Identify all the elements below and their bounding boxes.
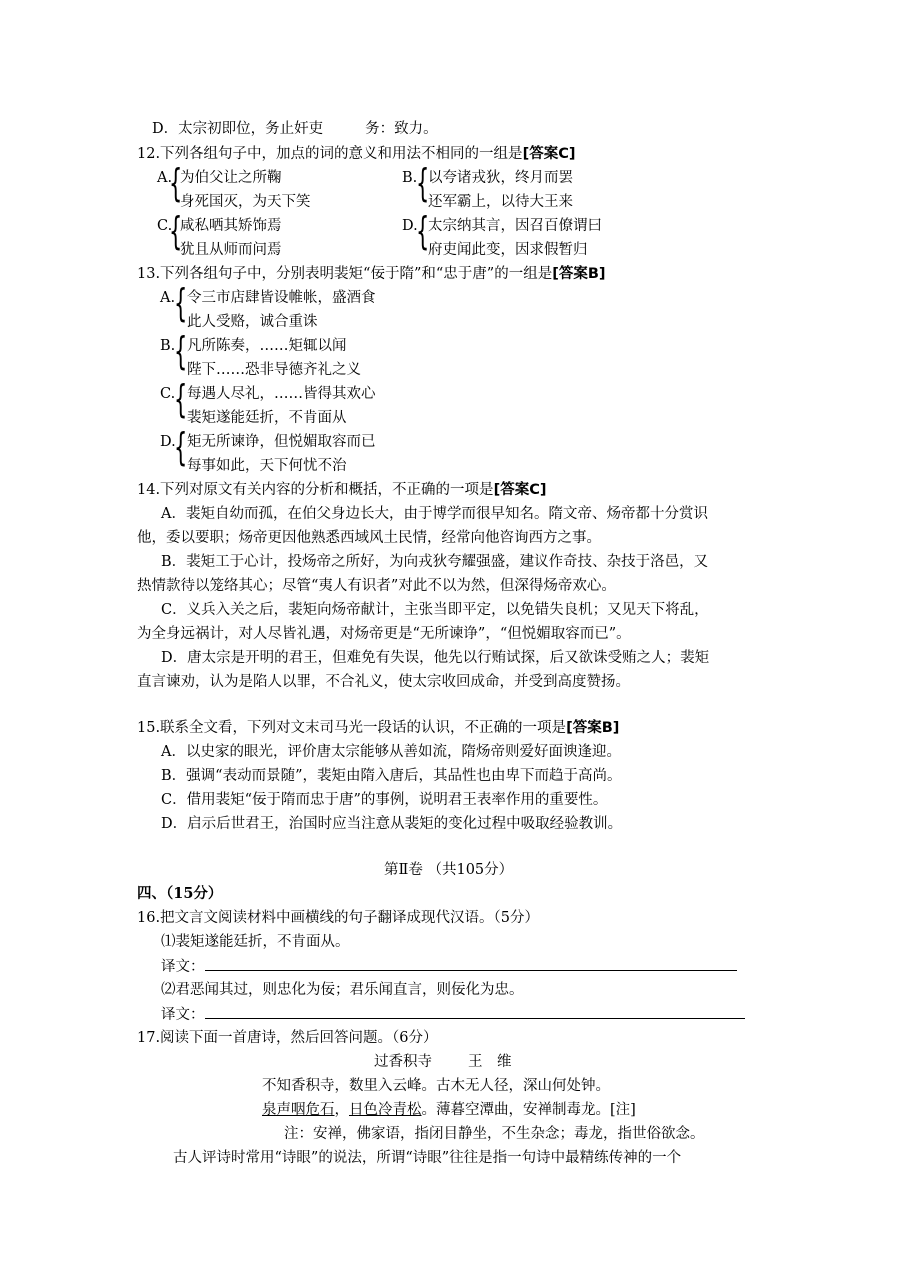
q12-stem: 12.下列各组句子中，加点的词的意义和用法不相同的一组是[答案C] [137,146,576,162]
q12-b-brace: { [416,161,430,205]
q16-translation1: 译文： [161,956,737,977]
q13-answer: [答案B] [552,266,606,282]
q13-b1: 凡所陈奏，……矩辄以闻 [187,338,347,354]
poem-underlined-phrase-1: 泉声咽危石 [262,1102,335,1118]
q15-option-a: A．以史家的眼光，评价唐太宗能够从善如流，隋炀帝则爱好面谀逢迎。 [161,744,621,760]
q14-b-line1: B．裴矩工于心计，投炀帝之所好，为向戎狄夸耀强盛，建议作奇技、杂技于洛邑，又 [161,554,709,570]
q12-a-brace: { [169,161,183,205]
q13-c2: 裴矩遂能廷折，不肯面从 [187,410,347,426]
q12-c-label: C. [157,218,173,234]
poem-author: 王 维 [468,1054,512,1070]
q14-stem: 14.下列对原文有关内容的分析和概括，不正确的一项是[答案C] [137,482,547,498]
q14-c-line1: C．义兵入关之后，裴矩向炀帝献计，主张当即平定，以免错失良机；又见天下将乱， [161,602,709,618]
q16-sentence1: ⑴裴矩遂能廷折，不肯面从。 [161,934,350,950]
q16-answer-blank-2[interactable] [205,1004,745,1019]
q14-d-line1: D．唐太宗是开明的君王，但难免有失误，他先以行贿试探，后又欲诛受贿之人；裴矩 [161,650,710,666]
q12-c-brace: { [169,209,183,253]
q12-d2: 府吏闻此变，因求假暂归 [428,242,588,258]
q13-d2: 每事如此，天下何忧不治 [187,458,347,474]
q11-option-d: D．太宗初即位，务止奸吏 务：致力。 [152,121,438,137]
q14-c-line2: 为全身远祸计，对人尽皆礼遇，对炀帝更是“无所谏诤”，“但悦媚取容而已”。 [137,626,631,642]
q13-c1: 每遇人尽礼，……皆得其欢心 [187,386,376,402]
q14-d-line2: 直言谏劝，认为是陷人以罪，不合礼义，使太宗收回成命，并受到高度赞扬。 [137,674,630,690]
q17-paragraph: 古人评诗时常用“诗眼”的说法，所谓“诗眼”往往是指一句诗中最精练传神的一个 [173,1150,682,1166]
q13-b-brace: { [174,329,188,373]
q12-a2: 身死国灭，为天下笑 [180,194,311,210]
q12-a-label: A. [157,170,173,186]
poem-line1: 不知香积寺，数里入云峰。古木无人径，深山何处钟。 [262,1078,610,1094]
q12-a1: 为伯父让之所鞠 [180,170,282,186]
q14-answer: [答案C] [493,482,547,498]
q12-b2: 还军霸上，以待大王来 [428,194,573,210]
q12-d-brace: { [416,209,430,253]
q12-c1: 咸私哂其矫饰焉 [180,218,282,234]
q16-sentence2: ⑵君恶闻其过，则忠化为佞；君乐闻直言，则佞化为忠。 [161,982,524,998]
q13-d1: 矩无所谏诤，但悦媚取容而已 [187,434,376,450]
q12-answer: [答案C] [522,146,576,162]
q13-c-label: C. [160,386,176,402]
q12-b-label: B. [402,170,418,186]
q14-a-line1: A．裴矩自幼而孤，在伯父身边长大，由于博学而很早知名。隋文帝、炀帝都十分赏识 [161,506,708,522]
part2-title: 第Ⅱ卷 （共105分） [384,862,514,878]
q15-option-b: B．强调“表动而景随”，裴矩由隋入唐后，其品性也由卑下而趋于高尚。 [161,768,622,784]
q17-stem: 17.阅读下面一首唐诗，然后回答问题。（6分） [137,1030,438,1046]
q15-answer: [答案B] [566,720,620,736]
q13-c-brace: { [174,377,188,421]
poem-title: 过香积寺 王 维 [374,1054,512,1070]
q13-d-brace: { [174,425,188,469]
poem-underlined-phrase-2: 日色冷青松 [349,1102,422,1118]
q15-option-d: D．启示后世君王，治国时应当注意从裴矩的变化过程中吸取经验教训。 [161,816,623,832]
poem-line2: 泉声咽危石，日色冷青松。薄暮空潭曲，安禅制毒龙。[注] [262,1102,636,1118]
q14-a-line2: 他，委以要职；炀帝更因他熟悉西域风土民情，经常向他咨询西方之事。 [137,530,601,546]
section4-title: 四、（15分） [137,885,223,902]
q13-d-label: D. [160,434,176,450]
q13-b-label: B. [160,338,176,354]
q15-stem: 15.联系全文看，下列对文末司马光一段话的认识，不正确的一项是[答案B] [137,720,620,736]
q12-c2: 犹且从师而问焉 [180,242,282,258]
q13-stem: 13.下列各组句子中，分别表明裴矩“佞于隋”和“忠于唐”的一组是[答案B] [137,266,606,282]
q15-option-c: C．借用裴矩“佞于隋而忠于唐”的事例，说明君王表率作用的重要性。 [161,792,608,808]
q13-a2: 此人受赂，诚合重诛 [187,314,318,330]
q16-stem: 16.把文言文阅读材料中画横线的句子翻译成现代汉语。（5分） [137,910,540,926]
q12-d1: 太宗纳其言，因召百僚谓曰 [428,218,602,234]
q16-answer-blank-1[interactable] [205,956,737,971]
q13-a-brace: { [174,281,188,325]
q12-d-label: D. [402,218,418,234]
q13-b2: 陛下……恐非导德齐礼之义 [187,362,361,378]
q16-translation2: 译文： [161,1004,745,1025]
q13-a1: 令三市店肆皆设帷帐，盛酒食 [187,290,376,306]
q14-b-line2: 热情款待以笼络其心；尽管“夷人有识者”对此不以为然，但深得炀帝欢心。 [137,578,616,594]
q13-a-label: A. [160,290,176,306]
q12-b1: 以夸诸戎狄，终月而罢 [428,170,573,186]
poem-note: 注：安禅，佛家语，指闭目静坐，不生杂念；毒龙，指世俗欲念。 [284,1126,705,1142]
